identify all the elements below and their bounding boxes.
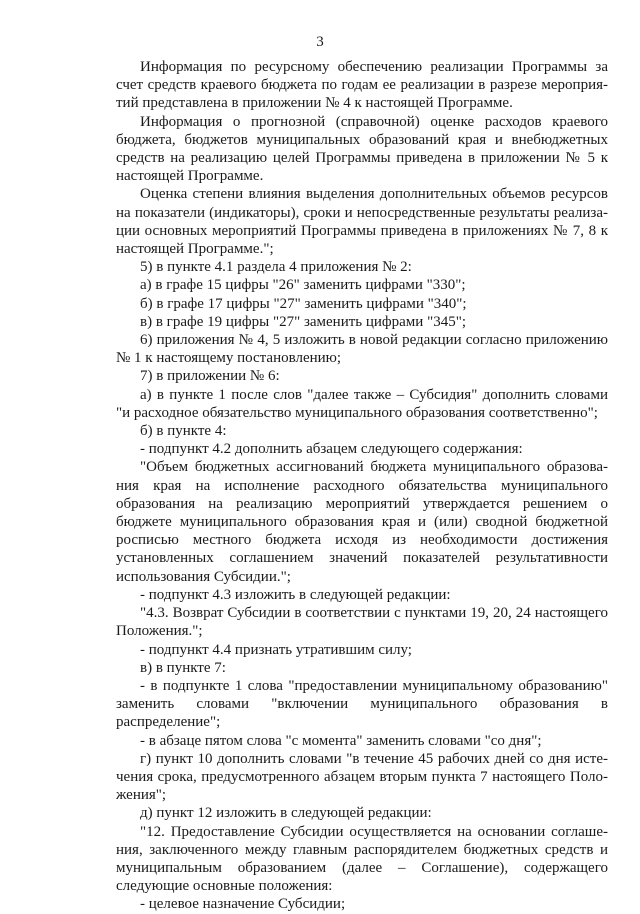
paragraph: "4.3. Возврат Субсидии в соответствии с пунктами 19, 20, 24 настоящего Положения."; <box>116 605 608 640</box>
paragraph: Информация по ресурсному обеспечению реализации Программы за счет средств краевого бюджета по годам ее реализации в разрезе мероприятий представлена в приложении № 4 к настоящей Программе. <box>116 59 608 112</box>
paragraph: - в абзаце пятом слова "с момента" заменить словами "со дня"; <box>140 732 542 749</box>
paragraph: а) в графе 15 цифры "26" заменить цифрами "330"; <box>140 277 466 294</box>
paragraph: г) пункт 10 дополнить словами "в течение 45 рабочих дней со дня истечения срока, предусмотренного абзацем вторым пункта 7 настоящего Положения"; <box>116 750 608 804</box>
document-body <box>116 58 608 914</box>
paragraph: в) в пункте 7: <box>140 659 226 676</box>
paragraph: 5) в пункте 4.1 раздела 4 приложения № 2: <box>140 259 412 276</box>
paragraph: - целевое назначение Субсидии; <box>140 896 346 913</box>
paragraph: 7) в приложении № 6: <box>140 368 280 385</box>
paragraph: д) пункт 12 изложить в следующей редакции: <box>140 805 432 822</box>
paragraph: а) в пункте 1 после слов "далее также – Субсидия" дополнить словами "и расходное обязательство муниципального образования соответственно"; <box>116 386 608 421</box>
paragraph: - подпункт 4.3 изложить в следующей редакции: <box>140 586 451 603</box>
paragraph: "12. Предоставление Субсидии осуществляется на основании соглашения, заключенного между главным распорядителем бюджетных средств и муниципальным образованием (далее – Соглашение), содержащего следующие основные положения: <box>116 823 608 895</box>
paragraph: в) в графе 19 цифры "27" заменить цифрами "345"; <box>140 313 466 330</box>
paragraph: б) в графе 17 цифры "27" заменить цифрами "340"; <box>140 295 467 312</box>
page-number: 3 <box>316 34 324 50</box>
paragraph: Информация о прогнозной (справочной) оценке расходов краевого бюджета, бюджетов муниципальных образований края и внебюджетных средств на реализацию целей Программы приведена в приложении № 5 к настоящей Программе. <box>116 113 608 185</box>
paragraph: Оценка степени влияния выделения дополнительных объемов ресурсов на показатели (индикаторы), сроки и непосредственные результаты реализации основных мероприятий Программы приведена в приложениях № 7, 8 к настоящей Программе."; <box>116 186 608 258</box>
paragraph: 6) приложения № 4, 5 изложить в новой редакции согласно приложению № 1 к настоящему постановлению; <box>116 332 608 367</box>
paragraph: "Объем бюджетных ассигнований бюджета муниципального образования края на исполнение расходного обязательства муниципального образования на реализацию мероприятий утверждается решением о бюджете муниципального образования края и (или) сводной бюджетной росписью местного бюджета исходя из необходимости достижения установленных соглашением значений показателей результативности использования Субсидии."; <box>116 459 608 585</box>
paragraph: б) в пункте 4: <box>140 423 227 440</box>
paragraph: - подпункт 4.2 дополнить абзацем следующего содержания: <box>140 441 523 458</box>
paragraph: - подпункт 4.4 признать утратившим силу; <box>140 641 412 658</box>
paragraph: - в подпункте 1 слова "предоставлении муниципальному образованию" заменить словами "включении муниципального образования в распределение"; <box>116 677 608 731</box>
